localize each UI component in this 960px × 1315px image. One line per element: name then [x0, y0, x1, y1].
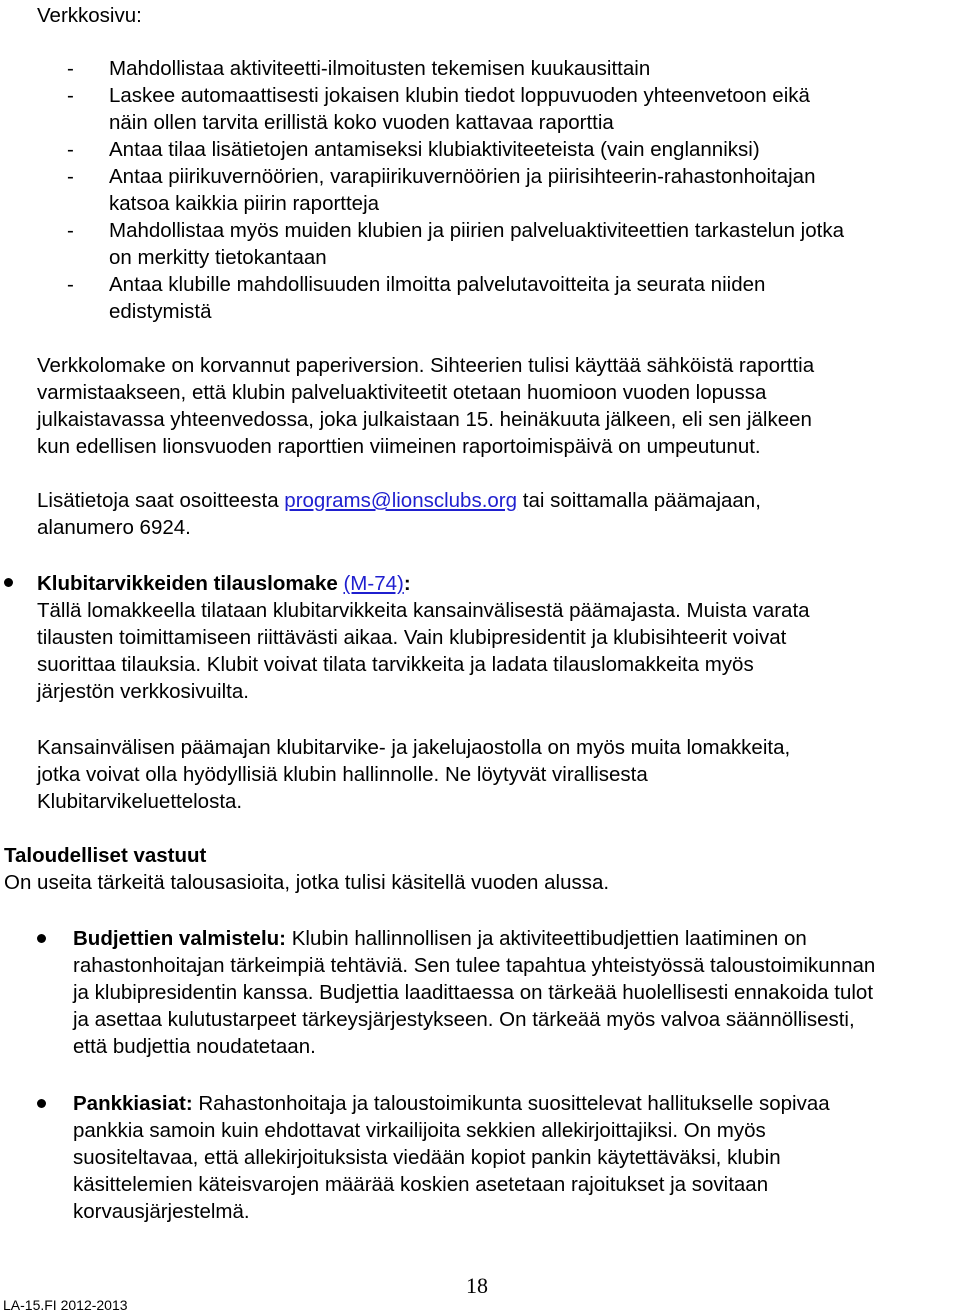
list-item: - Mahdollistaa myös muiden klubien ja piirien palveluaktiviteettien tarkastelun jotka on merkitty tietokantaan	[67, 219, 844, 269]
finance-intro: On useita tärkeitä talousasioita, jotka tulisi käsitellä vuoden alussa.	[4, 871, 610, 894]
list-item: - Laskee automaattisesti jokaisen klubin tiedot loppuvuoden yhteenvetoon eikä näin ollen tarvita erillistä koko vuoden kattavaa raporttia	[67, 84, 810, 134]
budget-label: Budjettien valmistelu:	[73, 927, 287, 950]
page-number: 18	[466, 1273, 488, 1298]
footer-code: LA-15.FI 2012-2013	[3, 1297, 128, 1313]
section-heading: Verkkosivu:	[37, 4, 142, 27]
bullet-icon	[4, 578, 13, 587]
supplies-section: Klubitarvikkeiden tilauslomake (M-74): Tällä lomakkeella tilataan klubitarvikkeita kansainvälisestä päämajasta. Muista varata tilausten toimittamiseen riittävästi aikaa. Vain klubipresidentit ja klubisihteerit voivat suorittaa tilauksia. Klubit voivat tilata tarvikkeita ja ladata tilauslomakkeita myös järjestön verkkosivuilta.	[37, 572, 810, 703]
budget-item: Budjettien valmistelu: Klubin hallinnollisen ja aktiviteettibudjettien laatiminen on rahastonhoitajan tärkeimpiä tehtäviä. Sen tulee tapahtua yhteistyössä taloustoimikunnan ja klubipresidentin kanssa. Budjettia laadittaessa on tärkeää huolellisesti ennakoida tulot ja asettaa kulutustarpeet tärkeysjärjestykseen. On tärkeää myös valvoa säännöllisesti, että budjettia noudatetaan.	[73, 927, 876, 1058]
supplies-title: Klubitarvikkeiden tilauslomake	[37, 572, 338, 595]
email-link[interactable]: programs@lionsclubs.org	[284, 489, 518, 512]
bullet-icon	[37, 1099, 46, 1108]
supplies-paragraph: Kansainvälisen päämajan klubitarvike- ja jakelujaostolla on myös muita lomakkeita, jotka voivat olla hyödyllisiä klubin hallinnolle. Ne löytyvät virallisesta Klubitarvikeluettelosta.	[37, 736, 791, 813]
list-item: - Antaa tilaa lisätietojen antamiseksi klubiaktiviteeteista (vain englanniksi)	[67, 138, 760, 161]
list-item: - Antaa klubille mahdollisuuden ilmoitta palvelutavoitteita ja seurata niiden edistymistä	[67, 273, 766, 323]
bullet-icon	[37, 934, 46, 943]
list-item: - Mahdollistaa aktiviteetti-ilmoitusten tekemisen kuukausittain	[67, 57, 651, 80]
finance-heading: Taloudelliset vastuut	[4, 844, 207, 867]
bank-item: Pankkiasiat: Rahastonhoitaja ja taloustoimikunta suosittelevat hallitukselle sopivaa pankkia samoin kuin ehdottavat virkailijoita sekkien allekirjoittajiksi. On myös suositeltavaa, että allekirjoituksista viedään kopiot pankin käytettäväksi, klubin käsittelemien käteisvarojen määrää koskien asetetaan rajoitukset ja sovitaan korvausjärjestelmä.	[73, 1092, 830, 1223]
contact-paragraph: Lisätietoja saat osoitteesta programs@lionsclubs.org tai soittamalla päämajaan, alanumero 6924.	[37, 489, 761, 539]
list-item: - Antaa piirikuvernöörien, varapiirikuvernöörien ja piirisihteerin-rahastonhoitajan katsoa kaikkia piirin raportteja	[67, 165, 816, 215]
bank-label: Pankkiasiat:	[73, 1092, 193, 1115]
m74-link[interactable]: (M-74)	[343, 572, 404, 595]
paper-version-paragraph: Verkkolomake on korvannut paperiversion. Sihteerien tulisi käyttää sähköistä raporttia varmistaakseen, että klubin palveluaktiviteetit otetaan huomioon vuoden lopussa julkaistavassa yhteenvedossa, joka julkaistaan 15. heinäkuuta jälkeen, eli sen jälkeen kun edellisen lionsvuoden raporttien viimeinen raportoimispäivä on umpeutunut.	[37, 354, 815, 458]
